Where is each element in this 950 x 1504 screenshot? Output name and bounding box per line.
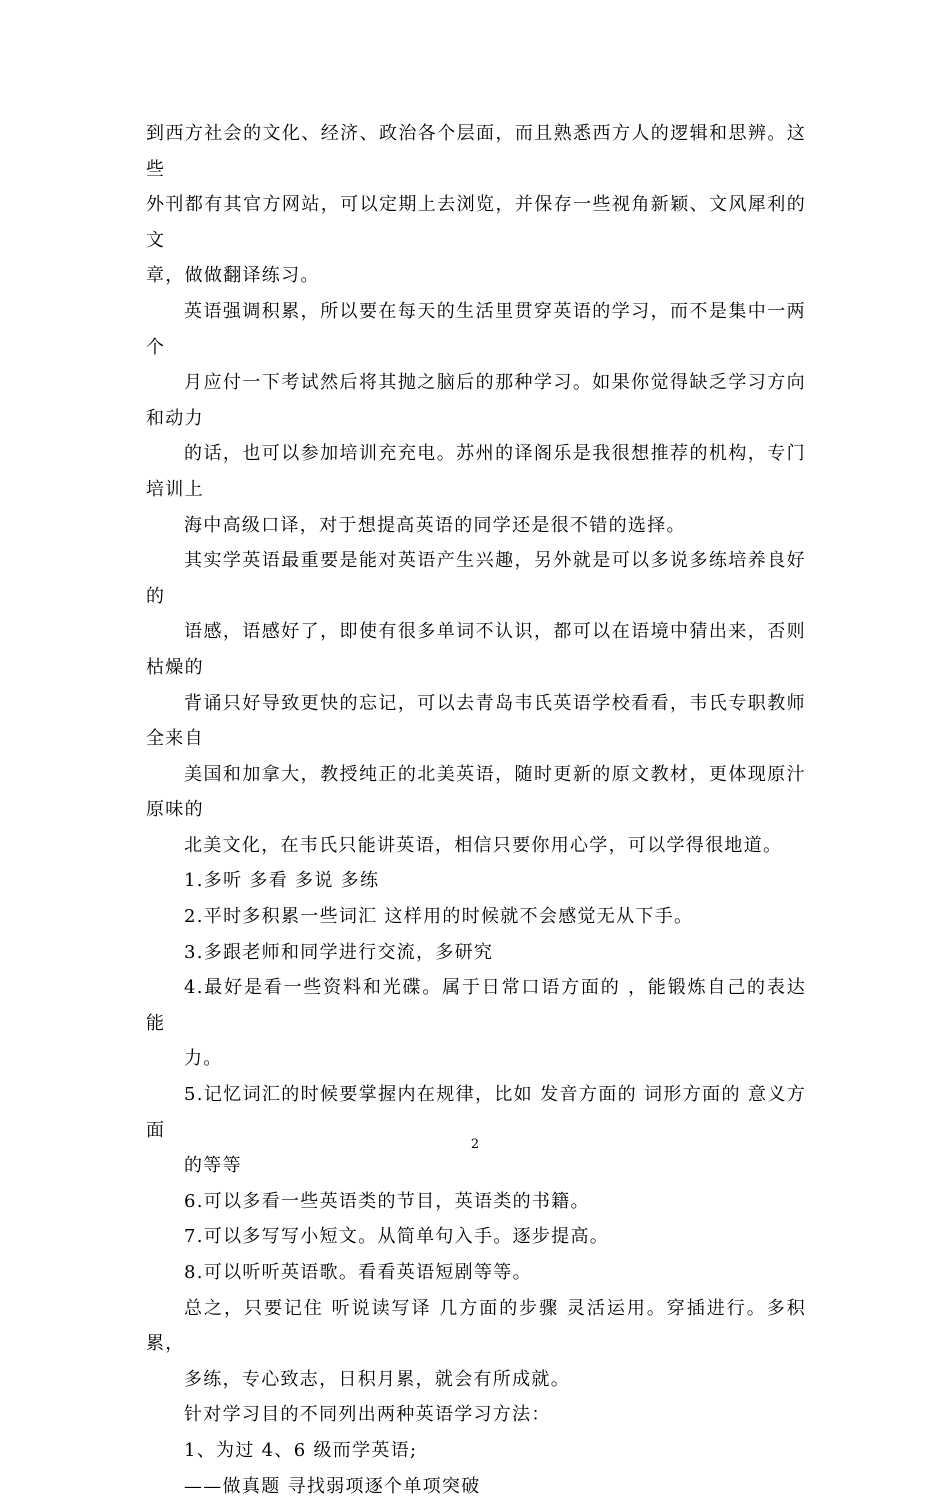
paragraph [146, 935, 806, 971]
text-line: 的话，也可以参加培训充充电。苏州的译阁乐是我很想推荐的机构，专门培训上 [146, 443, 806, 500]
paragraph [146, 116, 806, 294]
paragraph [146, 1219, 806, 1255]
paragraph [146, 863, 806, 899]
text-line: ——做真题 寻找弱项逐个单项突破 [184, 1475, 481, 1497]
text-line: 5.记忆词汇的时候要掌握内在规律，比如 发音方面的 词形方面的 意义方面 [146, 1084, 806, 1141]
text-line: 2.平时多积累一些词汇 这样用的时候就不会感觉无从下手。 [184, 906, 694, 928]
text-line: 背诵只好导致更快的忘记，可以去青岛韦氏英语学校看看，韦氏专职教师全来自 [146, 692, 806, 750]
text-line: 6.可以多看一些英语类的节目，英语类的书籍。 [184, 1190, 590, 1212]
paragraph [146, 1077, 806, 1184]
paragraph [146, 1397, 806, 1433]
paragraph [146, 1469, 806, 1504]
text-line: 其实学英语最重要是能对英语产生兴趣，另外就是可以多说多练培养良好的 [146, 550, 806, 607]
paragraph [146, 1433, 806, 1469]
text-line: 语感，语感好了，即使有很多单词不认识，都可以在语境中猜出来，否则枯燥的 [146, 621, 806, 678]
text-line: 4.最好是看一些资料和光碟。属于日常口语方面的 ，能锻炼自己的表达能 [146, 977, 806, 1034]
text-line: 北美文化，在韦氏只能讲英语，相信只要你用心学，可以学得很地道。 [184, 834, 783, 856]
paragraph [146, 294, 806, 543]
document-body [146, 116, 806, 1504]
paragraph [146, 899, 806, 935]
text-line: 美国和加拿大，教授纯正的北美英语，随时更新的原文教材，更体现原汁原味的 [146, 763, 806, 821]
text-line: 8.可以听听英语歌。看看英语短剧等等。 [184, 1262, 532, 1283]
text-line: 力。 [184, 1048, 223, 1070]
paragraph [146, 1291, 806, 1398]
text-line: 的等等 [184, 1155, 242, 1177]
paragraph [146, 1184, 806, 1220]
text-line: 外刊都有其官方网站，可以定期上去浏览，并保存一些视角新颖、文风犀利的文 [146, 194, 806, 251]
text-line: 总之，只要记住 听说读写译 几方面的步骤 灵活运用。穿插进行。多积累， [146, 1297, 806, 1355]
text-line: 针对学习目的不同列出两种英语学习方法： [184, 1404, 551, 1426]
page-number: 2 [470, 1137, 480, 1152]
text-line: 1、为过 4、6 级而学英语; [184, 1439, 418, 1461]
text-line: 到西方社会的文化、经济、政治各个层面，而且熟悉西方人的逻辑和思辨。这些 [146, 123, 806, 180]
text-line: 1.多听 多看 多说 多练 [184, 870, 380, 892]
paragraph [146, 543, 806, 863]
text-line: 多练，专心致志，日积月累，就会有所成就。 [184, 1368, 570, 1390]
text-line: 英语强调积累，所以要在每天的生活里贯穿英语的学习，而不是集中一两个 [146, 300, 806, 358]
paragraph [146, 1255, 806, 1291]
text-line: 月应付一下考试然后将其抛之脑后的那种学习。如果你觉得缺乏学习方向和动力 [146, 372, 806, 429]
text-line: 3.多跟老师和同学进行交流，多研究 [184, 941, 494, 963]
text-line: 7.可以多写写小短文。从简单句入手。逐步提高。 [184, 1226, 610, 1248]
text-line: 海中高级口译，对于想提高英语的同学还是很不错的选择。 [184, 514, 686, 536]
paragraph [146, 970, 806, 1077]
text-line: 章，做做翻译练习。 [146, 265, 320, 287]
